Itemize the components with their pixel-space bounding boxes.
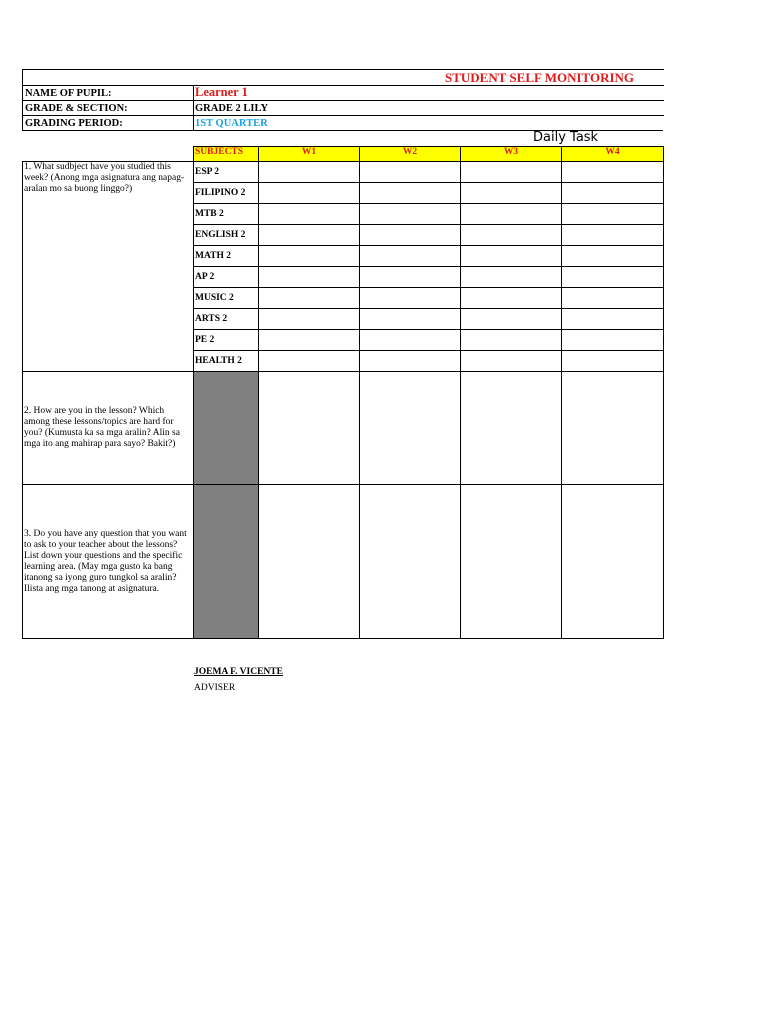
subject-cell: MUSIC 2 [194,288,259,309]
adviser-name: JOEMA F. VICENTE [194,667,283,677]
shaded-cell [194,372,259,485]
entry-cell[interactable] [461,288,562,309]
entry-cell[interactable] [259,204,360,225]
entry-cell[interactable] [562,267,664,288]
period-label: GRADING PERIOD: [25,118,123,129]
info-row-period [22,115,664,131]
entry-cell[interactable] [360,309,461,330]
entry-cell[interactable] [360,372,461,485]
entry-cell[interactable] [259,485,360,639]
entry-cell[interactable] [461,372,562,485]
entry-cell[interactable] [360,246,461,267]
entry-cell[interactable] [259,330,360,351]
entry-cell[interactable] [562,162,664,183]
shaded-cell [194,485,259,639]
name-value: Learner 1 [195,85,248,99]
entry-cell[interactable] [461,267,562,288]
entry-cell[interactable] [562,330,664,351]
entry-cell[interactable] [259,246,360,267]
adviser-role: ADVISER [194,683,236,693]
entry-cell[interactable] [562,246,664,267]
info-row-name [22,85,664,101]
question-2: 2. How are you in the lesson? Which among these lessons/topics are hard for you? (Kumusta ka sa mga aralin? Alin sa mga ito ang mahirap para sayo? Bakit?) [23,372,194,485]
entry-cell[interactable] [360,330,461,351]
entry-cell[interactable] [461,485,562,639]
entry-cell[interactable] [562,309,664,330]
week-header: W1 [259,147,360,162]
entry-cell[interactable] [259,351,360,372]
entry-cell[interactable] [461,183,562,204]
subject-cell: ESP 2 [194,162,259,183]
grade-label: GRADE & SECTION: [25,103,128,114]
question-3: 3. Do you have any question that you want to ask to your teacher about the lessons? List down your questions and the specific learning area. (May mga gusto ka bang itanong sa iyong guro tungkol sa aralin? Ilista ang mga tanong at asignatura. [23,485,194,639]
entry-cell[interactable] [259,183,360,204]
table-row [23,162,664,183]
entry-cell[interactable] [259,267,360,288]
info-row-grade [22,100,664,116]
entry-cell[interactable] [360,267,461,288]
entry-cell[interactable] [461,204,562,225]
sheet-title-row [22,69,664,86]
entry-cell[interactable] [360,162,461,183]
entry-cell[interactable] [562,485,664,639]
entry-cell[interactable] [360,204,461,225]
name-label: NAME OF PUPIL: [25,88,112,99]
table-row [23,485,664,639]
entry-cell[interactable] [259,288,360,309]
entry-cell[interactable] [461,330,562,351]
entry-cell[interactable] [461,309,562,330]
entry-cell[interactable] [461,246,562,267]
subject-cell: AP 2 [194,267,259,288]
entry-cell[interactable] [360,351,461,372]
grade-value: GRADE 2 LILY [195,103,269,114]
monitoring-table [22,146,664,639]
week-header: W2 [360,147,461,162]
daily-task-row [22,130,663,147]
entry-cell[interactable] [461,162,562,183]
entry-cell[interactable] [562,288,664,309]
subject-cell: MTB 2 [194,204,259,225]
daily-task-label: Daily Task [533,130,599,145]
entry-cell[interactable] [259,372,360,485]
entry-cell[interactable] [360,485,461,639]
entry-cell[interactable] [259,309,360,330]
subject-cell: FILIPINO 2 [194,183,259,204]
week-header: W3 [461,147,562,162]
week-header: W4 [562,147,664,162]
period-value: 1ST QUARTER [195,118,268,129]
subject-cell: ARTS 2 [194,309,259,330]
entry-cell[interactable] [562,351,664,372]
entry-cell[interactable] [562,183,664,204]
entry-cell[interactable] [461,351,562,372]
entry-cell[interactable] [259,225,360,246]
entry-cell[interactable] [360,225,461,246]
question-1: 1. What sudbject have you studied this week? (Anong mga asignatura ang napag-aralan mo sa buong linggo?) [23,162,194,372]
entry-cell[interactable] [259,162,360,183]
subject-cell: MATH 2 [194,246,259,267]
subject-cell: PE 2 [194,330,259,351]
entry-cell[interactable] [360,183,461,204]
entry-cell[interactable] [562,372,664,485]
subject-cell: ENGLISH 2 [194,225,259,246]
entry-cell[interactable] [562,204,664,225]
table-row [23,372,664,485]
header-row [23,147,664,162]
sheet-title: STUDENT SELF MONITORING [445,70,635,85]
entry-cell[interactable] [461,225,562,246]
entry-cell[interactable] [360,288,461,309]
subjects-header: SUBJECTS [194,147,259,162]
entry-cell[interactable] [562,225,664,246]
subject-cell: HEALTH 2 [194,351,259,372]
